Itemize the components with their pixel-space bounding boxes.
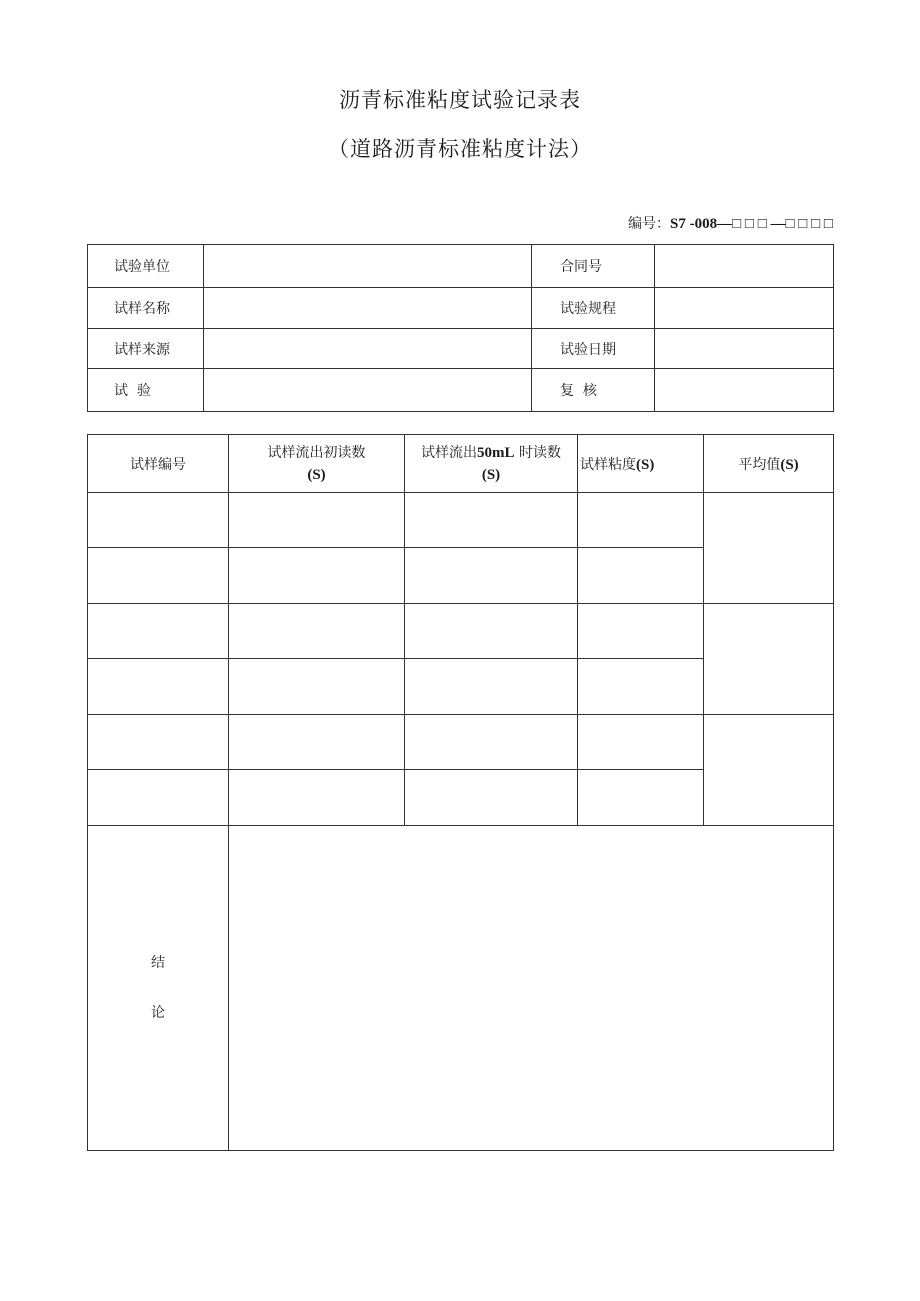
viscosity-cell[interactable] (578, 770, 704, 826)
reading-50ml-cell[interactable] (405, 493, 578, 548)
conclusion-row (88, 826, 834, 1151)
table-row (88, 715, 834, 770)
viscosity-cell[interactable] (578, 659, 704, 715)
sample-name-field[interactable] (204, 288, 532, 329)
average-cell[interactable] (704, 715, 834, 826)
contract-no-field[interactable] (655, 245, 834, 288)
test-date-field[interactable] (655, 329, 834, 369)
viscosity-header-text: 试样粘度 (580, 456, 636, 473)
average-header (704, 435, 834, 493)
reading-50ml-header-text1: 试样流出 (421, 444, 478, 461)
sample-source-field[interactable] (204, 329, 532, 369)
initial-reading-cell[interactable] (229, 770, 405, 826)
reading-50ml-header-text2: 时读数 (514, 444, 561, 461)
viscosity-cell[interactable] (578, 604, 704, 659)
conclusion-field[interactable] (229, 826, 834, 1151)
viscosity-header-unit: (S) (636, 456, 655, 473)
viscosity-cell[interactable] (578, 548, 704, 604)
table-row (88, 493, 834, 548)
sample-source-label: 试样来源 (88, 329, 204, 369)
tester-field[interactable] (204, 369, 532, 412)
reviewer-field[interactable] (655, 369, 834, 412)
conclusion-label (88, 826, 229, 1151)
sample-no-cell[interactable] (88, 604, 229, 659)
reading-50ml-cell[interactable] (405, 604, 578, 659)
page-title: 沥青标准粘度试验记录表 (339, 88, 581, 112)
page-subtitle: （道路沥青标准粘度计法） (328, 137, 592, 161)
viscosity-data-table (87, 434, 834, 1151)
form-code-value: S7 -008—□ □ □ —□ □ □ □ (669, 216, 833, 232)
initial-reading-cell[interactable] (229, 604, 405, 659)
average-cell[interactable] (704, 493, 834, 604)
average-header-text: 平均值 (738, 456, 781, 473)
header-row (88, 435, 834, 493)
sample-no-cell[interactable] (88, 548, 229, 604)
initial-reading-header (229, 435, 405, 493)
viscosity-cell[interactable] (578, 493, 704, 548)
form-code-label: 编号： (627, 216, 670, 232)
conclusion-char-2: 论 (151, 1005, 165, 1021)
reviewer-label: 复 核 (532, 369, 655, 412)
tester-label: 试 验 (88, 369, 204, 412)
initial-reading-cell[interactable] (229, 659, 405, 715)
reading-50ml-cell[interactable] (405, 548, 578, 604)
info-row (88, 288, 834, 329)
reading-50ml-cell[interactable] (405, 659, 578, 715)
initial-reading-cell[interactable] (229, 493, 405, 548)
sample-no-cell[interactable] (88, 715, 229, 770)
average-header-unit: (S) (780, 456, 799, 473)
test-unit-field[interactable] (204, 245, 532, 288)
test-procedure-field[interactable] (655, 288, 834, 329)
sample-name-label: 试样名称 (88, 288, 204, 329)
table-row (88, 604, 834, 659)
initial-reading-header-unit: (S) (307, 466, 326, 483)
viscosity-header (578, 435, 704, 493)
reading-50ml-cell[interactable] (405, 770, 578, 826)
info-row (88, 245, 834, 288)
viscosity-cell[interactable] (578, 715, 704, 770)
conclusion-char-1: 结 (151, 955, 165, 971)
initial-reading-cell[interactable] (229, 548, 405, 604)
sample-no-header: 试样编号 (88, 435, 229, 493)
sample-no-cell[interactable] (88, 659, 229, 715)
initial-reading-header-text: 试样流出初读数 (267, 444, 366, 461)
sample-no-cell[interactable] (88, 770, 229, 826)
info-row (88, 329, 834, 369)
average-cell[interactable] (704, 604, 834, 715)
test-date-label: 试验日期 (532, 329, 655, 369)
reading-50ml-header-unit: (S) (481, 466, 501, 483)
reading-50ml-header (405, 435, 578, 493)
info-row (88, 369, 834, 412)
info-table (87, 244, 834, 412)
test-procedure-label: 试验规程 (532, 288, 655, 329)
test-unit-label: 试验单位 (88, 245, 204, 288)
form-code (628, 213, 833, 233)
reading-50ml-header-volume: 50mL (477, 444, 515, 461)
reading-50ml-cell[interactable] (405, 715, 578, 770)
sample-no-cell[interactable] (88, 493, 229, 548)
initial-reading-cell[interactable] (229, 715, 405, 770)
contract-no-label: 合同号 (532, 245, 655, 288)
